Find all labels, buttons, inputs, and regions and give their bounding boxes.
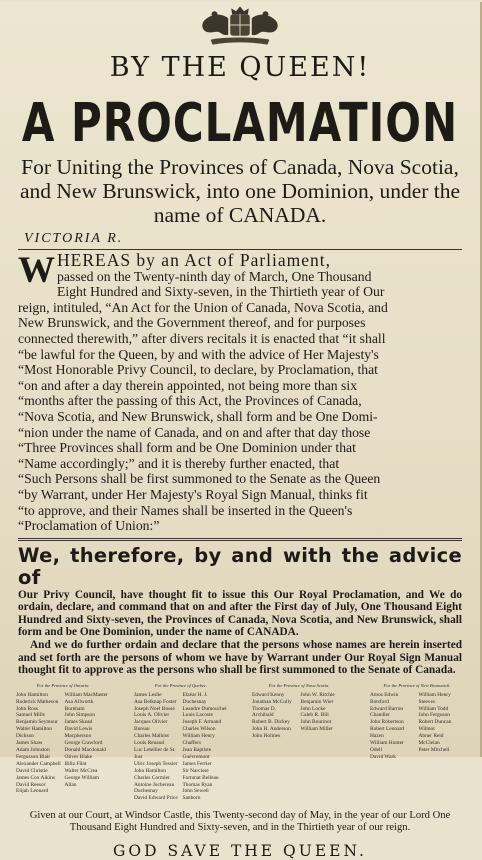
whereas-line: passed on the Twenty-ninth day of March, One Thousand — [57, 268, 372, 284]
senator-name: William Henry Steeves — [418, 691, 451, 705]
senator-name: Adam Johnston Fergusson Blair — [16, 747, 51, 760]
senator-name: John Sewell Sanborn — [182, 788, 209, 802]
whereas-line: “to approve, and their Names shall be inserted in the Queen's — [18, 502, 353, 518]
senator-name: Billa Flint — [64, 760, 87, 767]
senator-name: John H. Anderson — [252, 726, 291, 733]
senator-name: John Hamilton — [16, 691, 48, 698]
senator-name: Peter Mitchell — [418, 747, 450, 753]
senator-name: Louis Renaud — [134, 740, 165, 747]
senator-name: Jean Baptiste Guévremont — [182, 747, 212, 760]
senator-name: Benjamin Seymour — [16, 719, 58, 726]
senator-name: George Crawford — [64, 740, 103, 747]
senator-name: Donald Macdonald — [64, 747, 106, 753]
royal-coat-of-arms-icon — [191, 2, 289, 48]
senator-name: James Ferrier — [182, 760, 212, 767]
senator-name: Roderick Matheson — [16, 698, 59, 705]
senator-name-list — [370, 692, 464, 761]
senator-name: George William Allan — [64, 774, 99, 788]
senator-name: John Bourinot — [300, 719, 332, 726]
proclamation-title: A PROCLAMATION — [21, 91, 459, 154]
senator-name: David Christie — [16, 767, 48, 774]
senator-name: Jacques Olivier Bureau — [134, 719, 168, 733]
senator-name: Leandre Dumouchel — [182, 705, 227, 712]
senator-name: Antoine Juchereau Duchesnay — [134, 781, 175, 795]
given-at-statement: Given at our Court, at Windsor Castle, this Twenty-second day of May, in the year of our Lord One Thousand Eight Hundred and Sixty-seven, and in the Thirtieth year of our reign. — [29, 810, 451, 834]
senator-name: Robert Leonard Hazen — [370, 726, 404, 740]
senator-name: James Shaw — [16, 740, 43, 747]
senator-name-list — [252, 692, 346, 740]
senator-name: David Reesor — [16, 781, 46, 788]
senator-name: Jonathan McCully — [252, 698, 292, 705]
province-senator-column — [16, 683, 110, 802]
senator-name: Louis Lacoste — [182, 712, 213, 719]
province-heading: For the Province of Nova Scotia. — [268, 682, 330, 688]
senator-name: Charles Cormier — [134, 774, 170, 781]
senator-name: Robert Duncan Wilmot — [418, 719, 452, 733]
royal-signature: VICTORIA R. — [24, 231, 124, 246]
senator-name: David Wark — [370, 753, 396, 760]
senator-name: Amos Edwin Botsford — [370, 691, 399, 705]
senator-name: James Skead — [64, 719, 93, 726]
senator-name: Joseph F. Armand — [182, 719, 222, 726]
whereas-line: reign, intituled, “An Act for the Union of Canada, Nova Scotia, and — [18, 299, 388, 315]
senator-name: David Lewis Macpherson — [64, 726, 93, 740]
ordinance-paragraph: Our Privy Council, have thought fit to issue this Our Royal Proclamation, and We do ordain, declare, and command that on and after the First day of July, One Thousand Eight Hundred and Sixty-seven, the Provinces of Canada, Nova Scotia, and New Brunswick, shall form and be One Dominion, under the name of CANADA. — [18, 588, 462, 639]
senator-name: William MacMaster — [64, 691, 108, 698]
senator-name: John W. Ritchie — [300, 691, 335, 698]
senator-name: Luc Letellier de St. Just — [134, 747, 176, 760]
whereas-line: New Brunswick, and the Government thereof, and for purposes — [18, 315, 366, 331]
province-heading: For the Province of New Brunswick. — [383, 682, 451, 688]
god-save-the-queen: GOD SAVE THE QUEEN. — [113, 842, 367, 860]
province-heading: For the Province of Quebec. — [154, 682, 208, 688]
whereas-line: “Nova Scotia, and New Brunswick, shall form and be One Domi- — [18, 408, 378, 424]
divider — [18, 538, 462, 541]
province-heading: For the Province of Ontario. — [36, 682, 90, 688]
senator-name: John Simpson — [64, 712, 95, 719]
whereas-line: “Proclamation of Union:” — [18, 518, 160, 534]
senator-name: Oliver Blake — [64, 753, 93, 760]
whereas-line: “nion under the name of Canada, and on and after that day those — [18, 424, 371, 440]
whereas-line: “Such Persons shall be first summoned to the Senate as the Queen — [18, 471, 381, 487]
province-senator-column — [134, 683, 228, 802]
whereas-paragraph — [14, 250, 466, 534]
senator-name: Walter Hamilton Dickson — [16, 726, 52, 740]
whereas-line: HEREAS by an Act of Parliament, — [57, 250, 332, 270]
whereas-line: “by Warrant, under Her Majesty's Royal Sign Manual, thinks fit — [18, 486, 368, 502]
senator-name: Caleb R. Bill — [300, 712, 329, 719]
senator-name: Charles Malhiot — [134, 733, 169, 740]
senator-lists — [14, 683, 466, 802]
senator-name: David Edward Price — [134, 795, 178, 802]
senator-name: Samuel Mills — [16, 712, 45, 719]
senator-name: Sir Narcisse Fortunat Belleau — [182, 767, 219, 781]
proclamation-poster — [0, 2, 482, 860]
senator-name: Louis A. Olivier — [134, 712, 170, 719]
senator-name: Walter McCrea — [64, 767, 98, 774]
by-the-queen-heading: BY THE QUEEN! — [109, 52, 371, 83]
province-senator-column — [252, 683, 346, 802]
senator-name: Charles Wilson — [182, 726, 216, 733]
senator-name: John Hamilton — [134, 767, 166, 774]
drop-cap-letter: W — [18, 250, 55, 291]
senator-name: Alexander Campbell — [16, 760, 61, 767]
senator-name: Robert B. Dickey — [252, 719, 290, 726]
senator-name: Joseph Noel Bossé — [134, 705, 175, 712]
senator-name: Asa Belknap Foster — [134, 698, 177, 705]
senator-name: Ulric Joseph Tessier — [134, 760, 178, 767]
senator-name: William Miller — [300, 726, 333, 733]
senator-name: John Locke — [300, 705, 326, 712]
senator-name: Benjamin Wier — [300, 698, 334, 705]
whereas-line: “be lawful for the Queen, by and with the advice of Her Majesty's — [18, 346, 379, 362]
senate-paragraph: And we do further ordain and declare that the persons whose names are herein inserted and set forth are the persons of whom we have by Warrant under Our Royal Sign Manual thought fit to approve as the persons who shall be first summoned to the Senate of Canada. — [18, 639, 462, 677]
senator-name: William Todd — [418, 705, 449, 712]
senator-name: John Ross — [16, 705, 39, 712]
senator-name: Elzéar H. J. Duchesnay — [182, 691, 208, 705]
whereas-line: “Name accordingly;” and it is thereby further enacted, that — [18, 455, 340, 471]
senator-name: James Leslie — [134, 691, 162, 698]
proclamation-subtitle: For Uniting the Provinces of Canada, Nova Scotia, and New Brunswick, into one Dominion, under the name of CANADA. — [19, 155, 461, 227]
whereas-line: “Three Provinces shall form and be One Dominion under that — [18, 440, 356, 456]
senator-name: John Ferguson — [418, 712, 450, 719]
senator-name: William Henry Chaffers — [182, 733, 215, 747]
whereas-line: “Most Honorable Privy Council, to declare, by Proclamation, that — [18, 362, 378, 378]
whereas-line: connected therewith,” after divers recitals it is enacted that “it shall — [18, 330, 386, 346]
senator-name: Asa Allworth Burnham — [64, 698, 94, 712]
senator-name-list — [16, 692, 110, 796]
senator-name: John Holmes — [252, 733, 281, 740]
senator-name: Abner Reid McClelan — [418, 733, 444, 747]
senator-name: James Cox Aikins — [16, 774, 55, 781]
senator-name: William Hunter Odell — [370, 740, 404, 753]
therefore-lead: We, therefore, by and with the advice of — [18, 543, 462, 589]
senator-name-list — [134, 692, 228, 803]
senator-name: John Robertson — [370, 719, 404, 726]
senator-name: Elijah Leonard — [16, 788, 49, 795]
whereas-line: “months after the passing of this Act, the Provinces of Canada, — [18, 393, 362, 409]
whereas-line: “on and after a day therein appointed, not being more than six — [18, 377, 358, 393]
whereas-line: Eight Hundred and Sixty-seven, in the Thirtieth year of Our — [57, 284, 385, 300]
senator-name: Edward Kenny — [252, 691, 285, 698]
senator-name: Thomas D. Archibald — [252, 705, 276, 719]
senator-name: Thomas Ryan — [182, 781, 213, 788]
province-senator-column — [370, 683, 464, 802]
senator-name: Edward Barron Chandler — [370, 705, 404, 719]
therefore-section — [14, 545, 466, 677]
